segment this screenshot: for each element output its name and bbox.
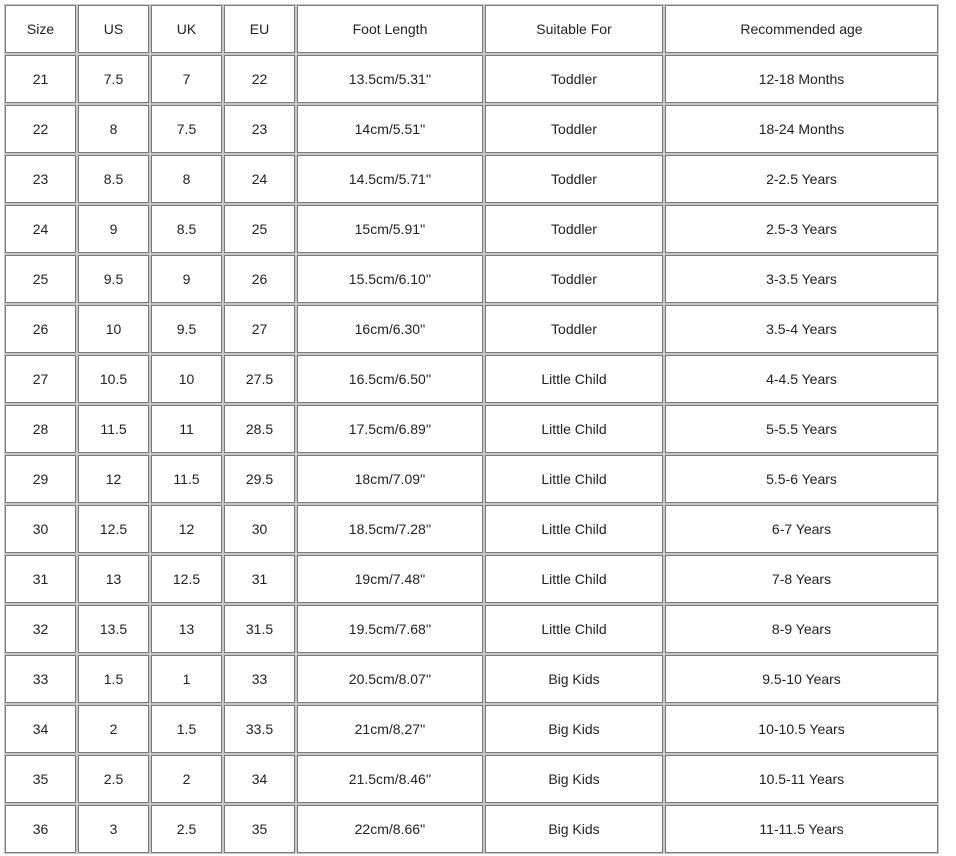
recommended-age-cell: 5.5-6 Years: [665, 455, 938, 503]
size-cell: 28: [5, 405, 76, 453]
us-size-cell: 8.5: [78, 155, 149, 203]
eu-size-cell: 34: [224, 755, 295, 803]
eu-size-cell: 27: [224, 305, 295, 353]
us-size-cell: 13: [78, 555, 149, 603]
foot-length-cell: 21.5cm/8.46'': [297, 755, 483, 803]
table-row: [5, 255, 938, 303]
size-cell: 27: [5, 355, 76, 403]
size-chart-container: [3, 3, 940, 855]
size-chart-table: [3, 3, 940, 855]
us-size-cell: 10: [78, 305, 149, 353]
size-chart-body: [5, 55, 938, 853]
us-size-cell: 2: [78, 705, 149, 753]
foot-length-cell: 16cm/6.30'': [297, 305, 483, 353]
table-row: [5, 805, 938, 853]
table-row: [5, 105, 938, 153]
table-row: [5, 755, 938, 803]
eu-size-cell: 29.5: [224, 455, 295, 503]
uk-size-cell: 11: [151, 405, 222, 453]
eu-size-cell: 31.5: [224, 605, 295, 653]
header-row: [5, 5, 938, 53]
uk-size-cell: 7.5: [151, 105, 222, 153]
header-suitable-for: Suitable For: [485, 5, 663, 53]
table-row: [5, 455, 938, 503]
recommended-age-cell: 6-7 Years: [665, 505, 938, 553]
size-cell: 29: [5, 455, 76, 503]
foot-length-cell: 14cm/5.51'': [297, 105, 483, 153]
foot-length-cell: 20.5cm/8.07'': [297, 655, 483, 703]
foot-length-cell: 13.5cm/5.31'': [297, 55, 483, 103]
suitable-for-cell: Little Child: [485, 355, 663, 403]
foot-length-cell: 14.5cm/5.71'': [297, 155, 483, 203]
table-row: [5, 605, 938, 653]
size-cell: 30: [5, 505, 76, 553]
eu-size-cell: 30: [224, 505, 295, 553]
suitable-for-cell: Big Kids: [485, 805, 663, 853]
eu-size-cell: 33: [224, 655, 295, 703]
recommended-age-cell: 10.5-11 Years: [665, 755, 938, 803]
recommended-age-cell: 10-10.5 Years: [665, 705, 938, 753]
table-row: [5, 655, 938, 703]
recommended-age-cell: 5-5.5 Years: [665, 405, 938, 453]
recommended-age-cell: 4-4.5 Years: [665, 355, 938, 403]
eu-size-cell: 22: [224, 55, 295, 103]
eu-size-cell: 31: [224, 555, 295, 603]
eu-size-cell: 23: [224, 105, 295, 153]
us-size-cell: 9.5: [78, 255, 149, 303]
suitable-for-cell: Little Child: [485, 455, 663, 503]
size-cell: 24: [5, 205, 76, 253]
uk-size-cell: 12: [151, 505, 222, 553]
table-row: [5, 55, 938, 103]
header-size: Size: [5, 5, 76, 53]
recommended-age-cell: 18-24 Months: [665, 105, 938, 153]
foot-length-cell: 15cm/5.91'': [297, 205, 483, 253]
uk-size-cell: 1.5: [151, 705, 222, 753]
size-cell: 23: [5, 155, 76, 203]
size-cell: 26: [5, 305, 76, 353]
suitable-for-cell: Little Child: [485, 505, 663, 553]
suitable-for-cell: Toddler: [485, 305, 663, 353]
table-row: [5, 405, 938, 453]
uk-size-cell: 7: [151, 55, 222, 103]
recommended-age-cell: 9.5-10 Years: [665, 655, 938, 703]
eu-size-cell: 28.5: [224, 405, 295, 453]
foot-length-cell: 16.5cm/6.50'': [297, 355, 483, 403]
suitable-for-cell: Big Kids: [485, 755, 663, 803]
recommended-age-cell: 2.5-3 Years: [665, 205, 938, 253]
uk-size-cell: 8.5: [151, 205, 222, 253]
header-us: US: [78, 5, 149, 53]
size-cell: 32: [5, 605, 76, 653]
table-row: [5, 705, 938, 753]
size-cell: 36: [5, 805, 76, 853]
recommended-age-cell: 11-11.5 Years: [665, 805, 938, 853]
recommended-age-cell: 12-18 Months: [665, 55, 938, 103]
foot-length-cell: 22cm/8.66'': [297, 805, 483, 853]
us-size-cell: 8: [78, 105, 149, 153]
suitable-for-cell: Little Child: [485, 605, 663, 653]
table-row: [5, 355, 938, 403]
foot-length-cell: 21cm/8.27'': [297, 705, 483, 753]
uk-size-cell: 9.5: [151, 305, 222, 353]
recommended-age-cell: 7-8 Years: [665, 555, 938, 603]
foot-length-cell: 15.5cm/6.10'': [297, 255, 483, 303]
recommended-age-cell: 8-9 Years: [665, 605, 938, 653]
table-row: [5, 505, 938, 553]
suitable-for-cell: Toddler: [485, 155, 663, 203]
uk-size-cell: 2: [151, 755, 222, 803]
table-row: [5, 205, 938, 253]
uk-size-cell: 10: [151, 355, 222, 403]
eu-size-cell: 27.5: [224, 355, 295, 403]
header-recommended-age: Recommended age: [665, 5, 938, 53]
uk-size-cell: 9: [151, 255, 222, 303]
size-cell: 34: [5, 705, 76, 753]
eu-size-cell: 24: [224, 155, 295, 203]
suitable-for-cell: Little Child: [485, 405, 663, 453]
suitable-for-cell: Big Kids: [485, 705, 663, 753]
us-size-cell: 13.5: [78, 605, 149, 653]
us-size-cell: 7.5: [78, 55, 149, 103]
foot-length-cell: 19cm/7.48'': [297, 555, 483, 603]
eu-size-cell: 26: [224, 255, 295, 303]
uk-size-cell: 12.5: [151, 555, 222, 603]
us-size-cell: 12: [78, 455, 149, 503]
header-foot-length: Foot Length: [297, 5, 483, 53]
uk-size-cell: 2.5: [151, 805, 222, 853]
eu-size-cell: 25: [224, 205, 295, 253]
us-size-cell: 1.5: [78, 655, 149, 703]
size-cell: 21: [5, 55, 76, 103]
us-size-cell: 10.5: [78, 355, 149, 403]
table-row: [5, 155, 938, 203]
size-cell: 35: [5, 755, 76, 803]
suitable-for-cell: Big Kids: [485, 655, 663, 703]
eu-size-cell: 33.5: [224, 705, 295, 753]
uk-size-cell: 11.5: [151, 455, 222, 503]
header-uk: UK: [151, 5, 222, 53]
eu-size-cell: 35: [224, 805, 295, 853]
size-cell: 33: [5, 655, 76, 703]
us-size-cell: 9: [78, 205, 149, 253]
size-cell: 22: [5, 105, 76, 153]
foot-length-cell: 19.5cm/7.68'': [297, 605, 483, 653]
foot-length-cell: 17.5cm/6.89'': [297, 405, 483, 453]
suitable-for-cell: Toddler: [485, 55, 663, 103]
table-row: [5, 555, 938, 603]
us-size-cell: 11.5: [78, 405, 149, 453]
table-row: [5, 305, 938, 353]
suitable-for-cell: Toddler: [485, 255, 663, 303]
recommended-age-cell: 3-3.5 Years: [665, 255, 938, 303]
uk-size-cell: 13: [151, 605, 222, 653]
header-eu: EU: [224, 5, 295, 53]
us-size-cell: 12.5: [78, 505, 149, 553]
suitable-for-cell: Toddler: [485, 205, 663, 253]
uk-size-cell: 1: [151, 655, 222, 703]
recommended-age-cell: 3.5-4 Years: [665, 305, 938, 353]
us-size-cell: 3: [78, 805, 149, 853]
recommended-age-cell: 2-2.5 Years: [665, 155, 938, 203]
suitable-for-cell: Little Child: [485, 555, 663, 603]
size-cell: 31: [5, 555, 76, 603]
uk-size-cell: 8: [151, 155, 222, 203]
suitable-for-cell: Toddler: [485, 105, 663, 153]
foot-length-cell: 18.5cm/7.28'': [297, 505, 483, 553]
size-cell: 25: [5, 255, 76, 303]
foot-length-cell: 18cm/7.09'': [297, 455, 483, 503]
us-size-cell: 2.5: [78, 755, 149, 803]
